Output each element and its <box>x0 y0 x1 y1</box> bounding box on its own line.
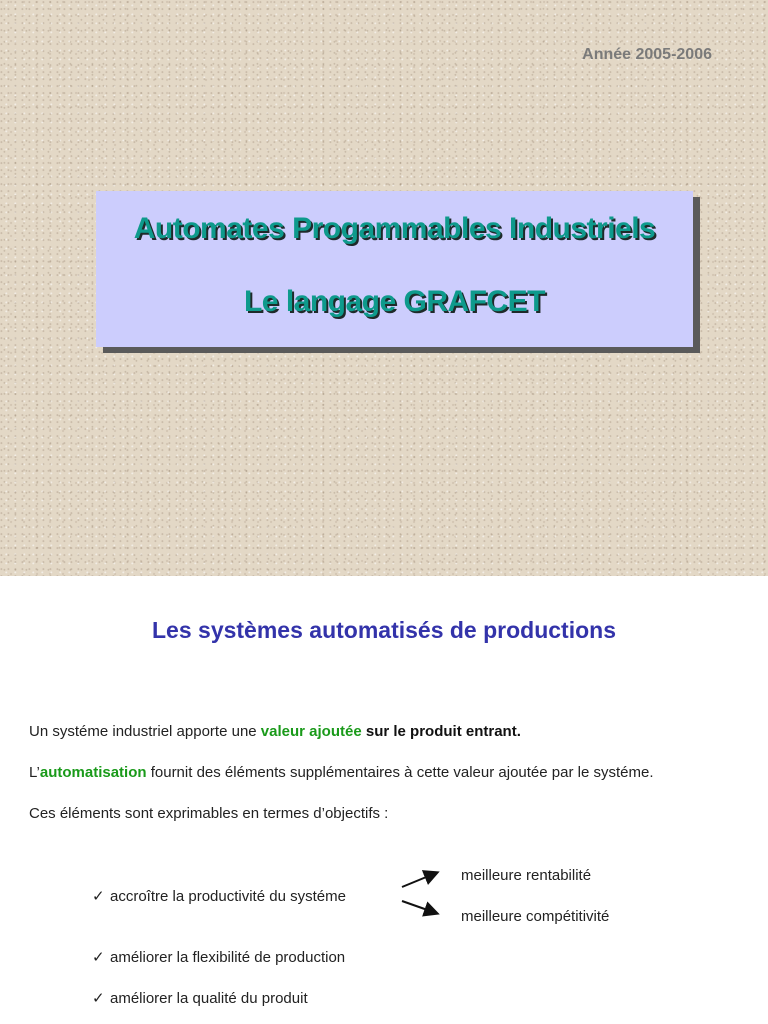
p1-text-after: sur le produit entrant. <box>361 723 521 740</box>
check-icon: ✓ <box>92 949 105 966</box>
paragraph-automation <box>29 764 654 781</box>
paragraph-value-added <box>29 723 521 740</box>
title-box <box>96 191 693 347</box>
slide-heading: Les systèmes automatisés de productions <box>152 617 616 643</box>
p1-highlight: valeur ajoutée <box>260 723 362 740</box>
objective-text: accroître la productivité du systéme <box>110 888 346 905</box>
outcome-competitivity: meilleure compétitivité <box>461 908 610 925</box>
objective-item <box>92 887 346 905</box>
objective-text: améliorer la qualité du produit <box>110 990 308 1007</box>
objective-item <box>92 989 308 1007</box>
p1-text-before: Un systéme industriel apporte une <box>29 723 261 740</box>
outcome-rentability: meilleure rentabilité <box>461 867 592 884</box>
check-icon: ✓ <box>92 990 105 1007</box>
content-slide <box>0 576 768 1024</box>
branch-arrows-icon <box>398 868 448 920</box>
title-main: Automates Progammables Industriels <box>133 212 656 245</box>
title-subtitle: Le langage GRAFCET <box>243 285 546 318</box>
p2-text-after: fournit des éléments supplémentaires à cette valeur ajoutée par le systéme. <box>146 764 654 781</box>
check-icon: ✓ <box>92 888 105 905</box>
p2-text-before: L’ <box>29 764 40 781</box>
objective-text: améliorer la flexibilité de production <box>110 949 346 966</box>
objective-item <box>92 948 345 966</box>
paragraph-objectives: Ces éléments sont exprimables en termes d’objectifs : <box>29 805 389 822</box>
p2-highlight: automatisation <box>39 764 147 781</box>
year-label: Année 2005-2006 <box>582 46 712 63</box>
